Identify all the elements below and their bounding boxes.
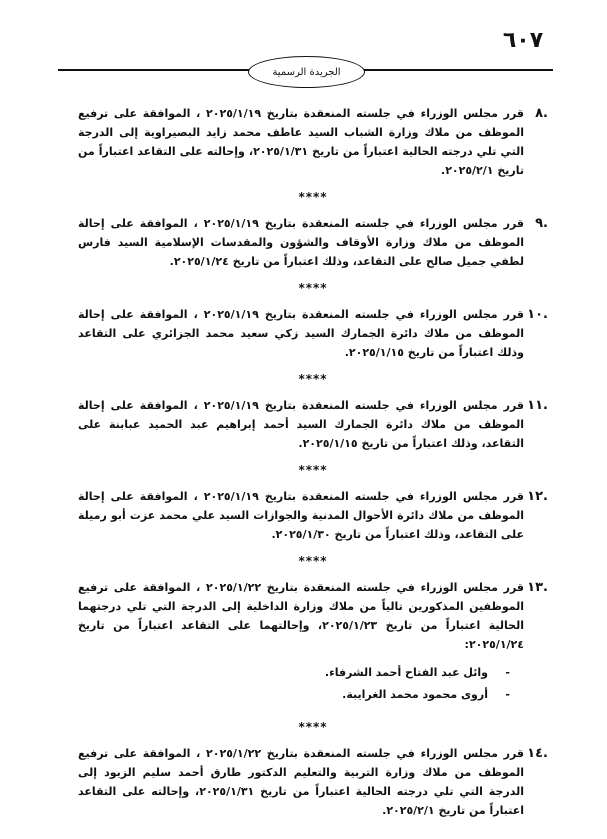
decision-number: .١٣: [527, 580, 548, 595]
employee-name: وائل عبد الفتاح أحمد الشرفاء.: [324, 666, 488, 679]
decisions-list: [78, 104, 548, 820]
gazette-title: الجريدة الرسمية: [272, 66, 341, 78]
decision-number: .١١: [527, 398, 548, 413]
decision-text: قرر مجلس الوزراء في جلسته المنعقدة بتاريخ ٢٠٢٥/١/٢٢ ، الموافقة على ترفيع الموظفين المذكورين تالياً من ملاك وزارة الداخلية إلى الدرجة التي تلي درجتهما الحالية اعتباراً من تاريخ ٢٠٢٥/١/٢٣، وإحالتهما على التقاعد اعتباراً من تاريخ ٢٠٢٥/١/٢٤:: [78, 581, 525, 651]
page-number: ٦٠٧: [502, 28, 544, 53]
separator: ****: [298, 463, 328, 477]
decision-8: [78, 104, 548, 180]
list-item: [78, 662, 510, 684]
employee-names-list: [78, 662, 524, 706]
decision-text: قرر مجلس الوزراء في جلسته المنعقدة بتاريخ ٢٠٢٥/١/١٩ ، الموافقة على إحالة الموظف من ملاك دائرة الجمارك السيد زكي سعيد محمد الجزائري على التقاعد وذلك اعتباراً من تاريخ ٢٠٢٥/١/١٥.: [78, 308, 524, 359]
separator: ****: [298, 372, 328, 386]
decision-text: قرر مجلس الوزراء في جلسته المنعقدة بتاريخ ٢٠٢٥/١/٢٢ ، الموافقة على ترفيع الموظف من ملاك وزارة التربية والتعليم الدكتور طارق أحمد سليم الزيود إلى الدرجة التي تلي درجته الحالية اعتباراً من تاريخ ٢٠٢٥/١/٣١، وإحالته على التقاعد اعتباراً من تاريخ ٢٠٢٥/٢/١.: [78, 747, 525, 817]
decision-text: قرر مجلس الوزراء في جلسته المنعقدة بتاريخ ٢٠٢٥/١/١٩ ، الموافقة على إحالة الموظف من ملاك وزارة الأوقاف والشؤون والمقدسات الإسلامية السيد فارس لطفي جميل صالح على التقاعد، وذلك اعتباراً من تاريخ ٢٠٢٥/١/٢٤.: [78, 217, 524, 268]
decision-number: .٨: [535, 106, 548, 121]
decision-text: قرر مجلس الوزراء في جلسته المنعقدة بتاريخ ٢٠٢٥/١/١٩ ، الموافقة على إحالة الموظف من ملاك دائرة الأحوال المدنية والجوازات السيد علي محمد عزت أبو رميلة على التقاعد، وذلك اعتباراً من تاريخ ٢٠٢٥/١/٣٠.: [78, 490, 524, 541]
separator: ****: [298, 281, 328, 295]
gazette-header-badge: [248, 56, 365, 88]
bullet-dash: -: [505, 688, 510, 701]
separator: ****: [298, 720, 328, 734]
decision-text: قرر مجلس الوزراء في جلسته المنعقدة بتاريخ ٢٠٢٥/١/١٩ ، الموافقة على ترفيع الموظف من ملاك وزارة الشباب السيد عاطف محمد زايد البصيراوية إلى الدرجة التي تلي درجته الحالية اعتباراً من تاريخ ٢٠٢٥/١/٣١، وإحالته على التقاعد اعتباراً من تاريخ ٢٠٢٥/٢/١.: [78, 107, 525, 177]
decision-11: [78, 396, 548, 453]
decision-number: .١٤: [527, 746, 548, 761]
list-item: [78, 684, 510, 706]
decision-9: [78, 214, 548, 271]
decision-number: .١٠: [527, 307, 548, 322]
decision-13: [78, 578, 548, 706]
employee-name: أروى محمود محمد الغرايبة.: [342, 688, 488, 701]
decision-14: [78, 744, 548, 820]
decision-number: .١٢: [527, 489, 548, 504]
decision-text: قرر مجلس الوزراء في جلسته المنعقدة بتاريخ ٢٠٢٥/١/١٩ ، الموافقة على إحالة الموظف من ملاك دائرة الجمارك السيد أحمد إبراهيم عبد الحميد عبابنة على التقاعد، وذلك اعتباراً من تاريخ ٢٠٢٥/١/١٥.: [78, 399, 524, 450]
separator: ****: [298, 190, 328, 204]
decision-number: .٩: [535, 216, 548, 231]
decision-10: [78, 305, 548, 362]
bullet-dash: -: [505, 666, 510, 679]
decision-12: [78, 487, 548, 544]
separator: ****: [298, 554, 328, 568]
